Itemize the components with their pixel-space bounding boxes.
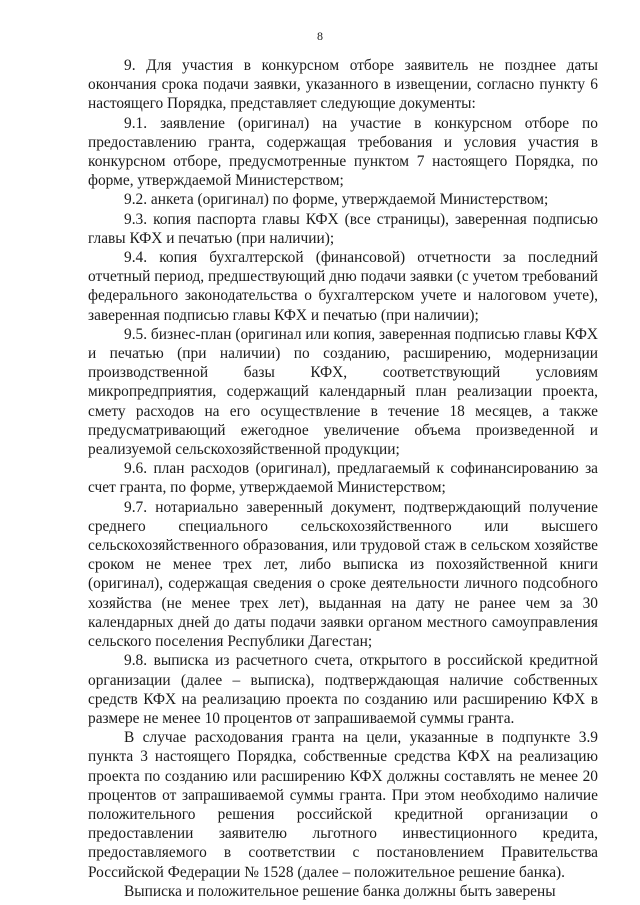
page-number: 8 — [317, 29, 323, 43]
paragraph-9-7: 9.7. нотариально заверенный документ, подтверждающий получение среднего специального сельскохозяйственного или высшего сельскохозяйственного образования, или трудовой стаж в сельском хозяйстве сроком не менее трех лет, либо выписка из похозяйственной книги (оригинал), содержащая сведения о сроке деятельности личного подсобного хозяйства (не менее трех лет), выданная на дату не ранее чем за 30 календарных дней до даты подачи заявки органом местного самоуправления сельского поселения Республики Дагестан; — [88, 498, 598, 651]
paragraph-9-3: 9.3. копия паспорта главы КФХ (все страницы), заверенная подписью главы КФХ и печатью (при наличии); — [88, 210, 598, 247]
paragraph-9-8: 9.8. выписка из расчетного счета, открытого в российской кредитной организации (далее – выписка), подтверждающая наличие собственных средств КФХ на реализацию проекта по созданию или расширению КФХ в размере не менее 10 процентов от запрашиваемой суммы гранта. — [88, 652, 598, 727]
paragraph-9-1: 9.1. заявление (оригинал) на участие в конкурсном отборе по предоставлению гранта, содержащая требования и условия участия в конкурсном отборе, предусмотренные пунктом 7 настоящего Порядка, по форме, утверждаемой Министерством; — [88, 114, 598, 190]
paragraph-9-4: 9.4. копия бухгалтерской (финансовой) отчетности за последний отчетный период, предшествующий дню подачи заявки (с учетом требований федерального законодательства о бухгалтерском учете и налоговом учете), заверенная подписью главы КФХ и печатью (при наличии); — [88, 249, 598, 324]
paragraph-grant-spending: В случае расходования гранта на цели, указанные в подпункте 3.9 пункта 3 настоящего Порядка, собственные средства КФХ на реализацию проекта по созданию или расширению КФХ должны составлять не менее 20 процентов от запрашиваемой суммы гранта. При этом необходимо наличие положительного решения российской кредитной организации о предоставлении заявителю льготного инвестиционного кредита, предоставляемого в соответствии с постановлением Правительства Российской Федерации № 1528 (далее – положительное решение банка). — [88, 729, 598, 881]
paragraph-9-5: 9.5. бизнес-план (оригинал или копия, заверенная подписью главы КФХ и печатью (при наличии) по созданию, расширению, модернизации производственной базы КФХ, соответствующий условиям микропредприятия, содержащий календарный план реализации проекта, смету расходов на его осуществление в течение 18 месяцев, а также предусматривающий ежегодное увеличение объема произведенной и реализуемой сельскохозяйственной продукции; — [88, 325, 599, 459]
paragraph-certification: Выписка и положительное решение банка должны быть заверены — [124, 882, 556, 900]
paragraph-9: 9. Для участия в конкурсном отборе заявитель не позднее даты окончания срока подачи заявки, указанного в извещении, согласно пункту 6 настоящего Порядка, представляет следующие документы: — [88, 57, 598, 113]
paragraph-9-2: 9.2. анкета (оригинал) по форме, утверждаемой Министерством; — [124, 191, 549, 209]
paragraph-9-6: 9.6. план расходов (оригинал), предлагаемый к софинансированию за счет гранта, по форме, утверждаемой Министерством; — [88, 460, 598, 497]
document-body — [88, 56, 598, 901]
